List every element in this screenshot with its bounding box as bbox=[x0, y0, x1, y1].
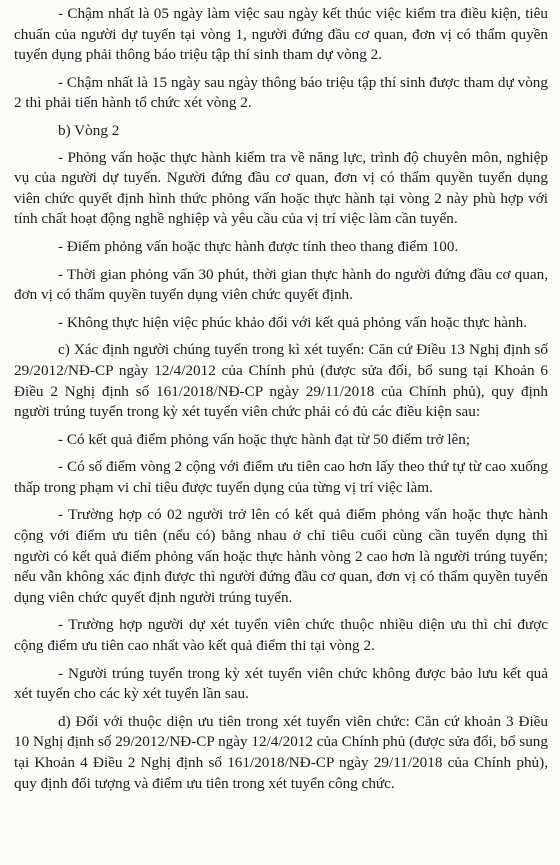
paragraph-no-carryover: - Người trúng tuyển trong kỳ xét tuyển viên chức không được bảo lưu kết quả xét tuyển cho các kỳ xét tuyển lần sau. bbox=[14, 664, 548, 703]
paragraph-ranking: - Có số điểm vòng 2 cộng với điểm ưu tiên cao hơn lấy theo thứ tự từ cao xuống thấp trong phạm vi chỉ tiêu được tuyển dụng của từng vị trí việc làm. bbox=[14, 458, 548, 496]
paragraph-score-scale: - Điểm phỏng vấn hoặc thực hành được tính theo thang điểm 100. bbox=[58, 237, 459, 255]
paragraph-interview-or-practice: - Phỏng vấn hoặc thực hành kiểm tra về năng lực, trình độ chuyên môn, nghiệp vụ của người dự tuyển. Người đứng đầu cơ quan, đơn vị có thẩm quyền tuyển dụng viên chức quyết định hình thức phỏng vấn hoặc thực hành tại vòng 2 này phù hợp với tính chất hoạt động nghề nghiệp và yêu cầu của vị trí việc làm cần tuyển. bbox=[14, 148, 548, 228]
section-heading-round2: b) Vòng 2 bbox=[58, 121, 120, 139]
paragraph-duration: - Thời gian phỏng vấn 30 phút, thời gian thực hành do người đứng đầu cơ quan, đơn vị có thẩm quyền tuyển dụng viên chức quyết định. bbox=[14, 265, 548, 304]
section-c-selection-criteria: c) Xác định người chúng tuyển trong kì xét tuyển: Căn cứ Điều 13 Nghị định số 29/2012/NĐ-CP ngày 12/4/2012 của Chính phủ (được sửa đổi, bổ sung tại Khoản 6 Điều 2 Nghị định số 161/2018/NĐ-CP ngày 29/11/2018 của Chính phủ), quy định người trúng tuyển trong kỳ xét tuyển viên chức phải có đủ các điều kiện sau: bbox=[14, 341, 548, 421]
paragraph-round2-start-deadline: - Chậm nhất là 15 ngày sau ngày thông báo triệu tập thí sinh được tham dự vòng 2 thì phải tiến hành tổ chức xét vòng 2. bbox=[14, 73, 548, 112]
paragraph-round2-notice-deadline: - Chậm nhất là 05 ngày làm việc sau ngày kết thúc việc kiểm tra điều kiện, tiêu chuẩn của người dự tuyển tại vòng 1, người đứng đầu cơ quan, đơn vị có thẩm quyền tuyển dụng phải thông báo triệu tập thí sinh tham dự vòng 2. bbox=[14, 5, 548, 64]
paragraph-no-review: - Không thực hiện việc phúc khảo đối với kết quả phỏng vấn hoặc thực hành. bbox=[58, 313, 528, 331]
paragraph-multiple-priority: - Trường hợp người dự xét tuyển viên chức thuộc nhiều diện ưu thì chỉ được cộng điểm ưu tiên cao nhất vào kết quả điểm thi tại vòng 2. bbox=[14, 616, 548, 655]
paragraph-minimum-score: - Có kết quả điểm phỏng vấn hoặc thực hành đạt từ 50 điểm trở lên; bbox=[58, 430, 471, 448]
section-d-priority-groups: d) Đối với thuộc diện ưu tiên trong xét tuyển viên chức: Căn cứ khoản 3 Điều 10 Nghị định số 29/2012/NĐ-CP ngày 12/4/2012 của Chính phủ (được sửa đổi, bổ sung tại Khoản 4 Điều 2 Nghị định số 161/2018/NĐ-CP ngày 29/11/2018 của Chính phủ), quy định đối tượng và điểm ưu tiên trong xét tuyển công chức. bbox=[14, 712, 548, 792]
paragraph-tie-break: - Trường hợp có 02 người trở lên có kết quả điểm phỏng vấn hoặc thực hành cộng với điểm ưu tiên (nếu có) bằng nhau ở chỉ tiêu cuối cùng cần tuyển dụng thì người có kết quả điểm phỏng vấn hoặc thực hành vòng 2 cao hơn là người trúng tuyển; nếu vẫn không xác định được thì người đứng đầu cơ quan, đơn vị có thẩm quyền tuyển dụng viên chức quyết định người trúng tuyển. bbox=[14, 506, 548, 606]
